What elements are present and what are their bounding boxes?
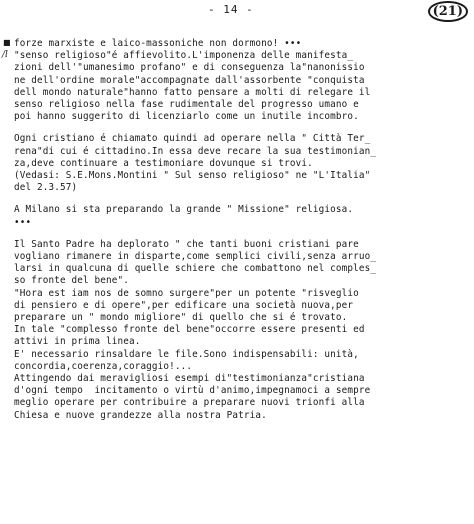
text-line: d'ogni tempo incitamento o virtù d'animo,impegnamoci a sempre — [14, 385, 371, 397]
text-line: senso religioso nella fase rudimentale del progresso umano e — [14, 99, 359, 111]
text-line: Chiesa e nuove grandezze alla nostra Patria. — [14, 409, 267, 421]
text-line: del 2.3.57) — [14, 182, 78, 194]
text-line: A Milano si sta preparando la grande " Missione" religiosa. — [14, 204, 354, 216]
text-line: Attingendo dai meravigliosi esempi di"testimonianza"cristiana — [14, 373, 365, 385]
paragraph-gap — [14, 229, 470, 239]
page-number: - 14 - — [208, 3, 254, 16]
corner-annotation: (21) — [428, 1, 468, 22]
text-line: In tale "complesso fronte del bene"occorre essere presenti ed — [14, 324, 365, 336]
text-line: forze marxiste e laico-massoniche non dormono! ••• — [14, 38, 302, 49]
text-line: poi hanno suggerito di licenziarlo come un inutile incombro. — [14, 111, 359, 123]
text-line: attivi in prima linea. — [14, 336, 141, 348]
paragraph-gap — [14, 123, 470, 133]
margin-mark-fl: /l — [2, 50, 8, 60]
text-line: Il Santo Padre ha deplorato " che tanti buoni cristiani pare — [14, 238, 359, 250]
text-line: so fronte del bene". — [14, 275, 129, 287]
typed-letter-body — [14, 38, 470, 422]
text-line: za,deve continuare a testimoniare dovunque si trovi. — [14, 157, 313, 169]
text-line: E' necessario rinsaldare le file.Sono indispensabili: unità, — [14, 348, 359, 360]
margin-mark-bullet: ■ — [3, 38, 11, 47]
text-line: ne dell'ordine morale"accompagnate dall'assorbente "conquista — [14, 74, 365, 86]
text-line: meglio operare per contribuire a preparare nuovi trionfi alla — [14, 397, 365, 409]
text-line: vogliano rimanere in disparte,come semplici civili,senza arruo_ — [14, 251, 377, 263]
text-line: zioni dell'"umanesimo profano" e di conseguenza la"nanonissio — [14, 62, 365, 74]
paragraph-gap — [14, 194, 470, 204]
text-line: "Hora est iam nos de somno surgere"per un potente "risveglio — [14, 287, 359, 299]
text-line: (Vedasi: S.E.Mons.Montini " Sul senso religioso" ne "L'Italia" — [14, 170, 371, 182]
text-line: rena"di cui é cittadino.In essa deve recare la sua testimonian_ — [14, 145, 377, 157]
text-line: Ogni cristiano é chiamato quindi ad operare nella " Città Ter_ — [14, 133, 371, 145]
text-line: larsi in qualcuna di quelle schiere che combattono nel comples_ — [14, 263, 377, 275]
text-line: di pensiero e di opere",per edificare una società nuova,per — [14, 299, 354, 311]
text-line: "senso religioso"é affievolito.L'imponenza delle manifesta_ — [14, 50, 354, 62]
text-line: preparare un " mondo migliore" di quello che si é trovato. — [14, 312, 348, 324]
text-line: dell mondo naturale"hanno fatto pensare a molti di relegare il — [14, 86, 371, 98]
text-line: ••• — [14, 216, 32, 228]
text-line: concordia,coerenza,coraggio!... — [14, 360, 193, 372]
